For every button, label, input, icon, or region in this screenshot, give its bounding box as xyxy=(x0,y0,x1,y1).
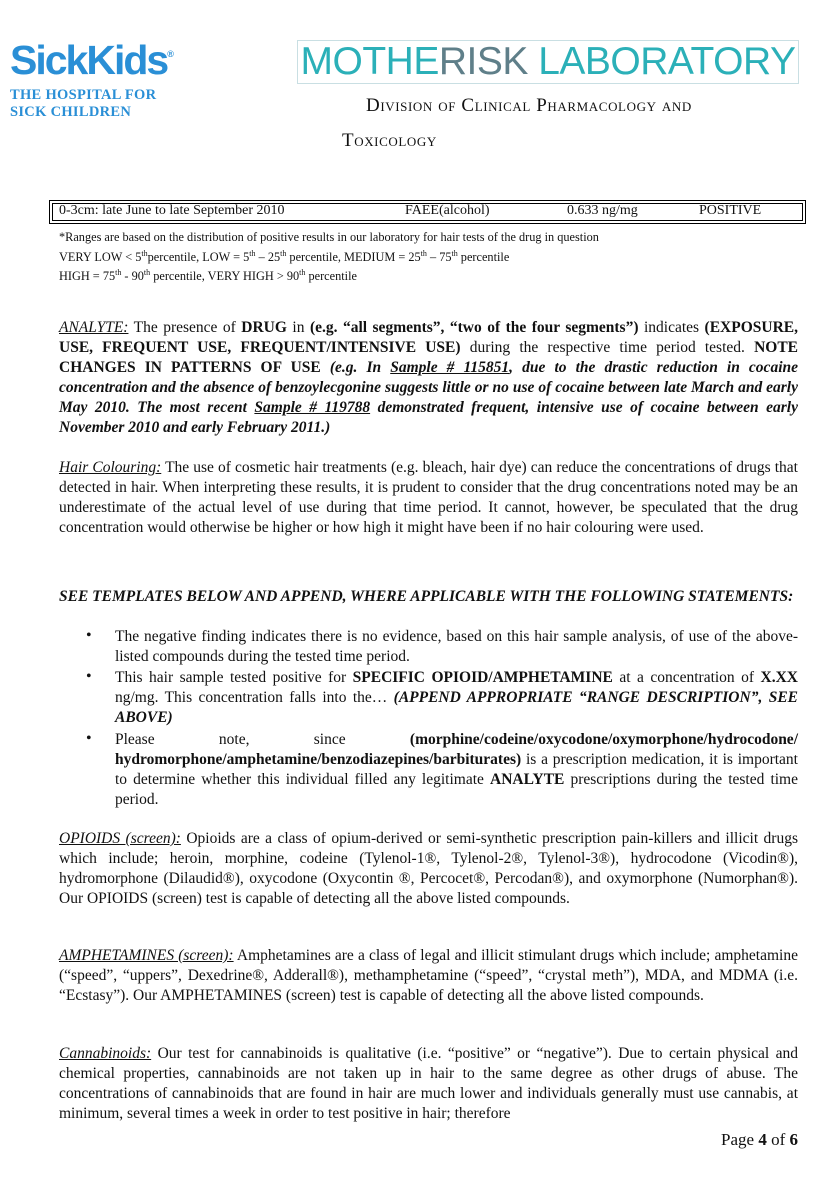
lab-title: MOTHERISK LABORATORY xyxy=(297,40,799,84)
sickkids-logo xyxy=(10,38,174,121)
templates-heading: SEE TEMPLATES BELOW AND APPEND, WHERE APPLICABLE WITH THE FOLLOWING STATEMENTS: xyxy=(59,588,794,605)
sickkids-wordmark: SickKids® xyxy=(10,37,174,83)
amphetamines-paragraph: AMPHETAMINES (screen): Amphetamines are a class of legal and illicit stimulant drugs which include; amphetamine (“speed”, “uppers”, Dexedrine®, Adderall®), methamphetamine (“speed”, “crystal meth”), MDA, and MDMA (i.e. “Ecstasy”). Our AMPHETAMINES (screen) test is capable of detecting all the above listed compounds. xyxy=(59,947,798,1004)
result-concentration: 0.633 ng/mg xyxy=(567,203,638,218)
analyte-paragraph: ANALYTE: The presence of DRUG in (e.g. “all segments”, “two of the four segments”) indicates (EXPOSURE, USE, FREQUENT USE, FREQUENT/INTENSIVE USE) during the respective time period tested. NOTE CHANGES IN PATTERNS OF USE (e.g. In Sample # 115851, due to the drastic reduction in cocaine concentration and the absence of benzoylecgonine suggests little or no use of cocaine between late March and early May 2010. The most recent Sample # 119788 demonstrated frequent, intensive use of cocaine between early November 2010 and early February 2011.) xyxy=(59,319,798,436)
division-line1: Division of Clinical Pharmacology and xyxy=(366,95,692,116)
template-bullet-prescription: Please note, since (morphine/codeine/oxycodone/oxymorphone/hydrocodone/ hydromorphone/amphetamine/benzodiazepines/barbiturates) is a prescription medication, it is important to determine whether this individual filled any legitimate ANALYTE prescriptions during the tested time period. xyxy=(115,731,798,808)
opioids-paragraph: OPIOIDS (screen): Opioids are a class of opium-derived or semi-synthetic prescription pain-killers and illicit drugs which include; heroin, morphine, codeine (Tylenol-1®, Tylenol-2®, Tylenol-3®), hydrocodone (Vicodin®), hydromorphone (Dilaudid®), oxycodone (Oxycontin ®, Percocet®, Percodan®), and oxymorphone (Numorphan®). Our OPIOIDS (screen) test is capable of detecting all the above listed compounds. xyxy=(59,830,798,907)
bullet-marker: • xyxy=(86,730,92,747)
hospital-name: THE HOSPITAL FOR SICK CHILDREN xyxy=(10,87,157,120)
result-row xyxy=(49,200,806,224)
bullet-marker: • xyxy=(86,668,92,685)
template-bullet-negative: The negative finding indicates there is no evidence, based on this hair sample analysis, of use of the above-listed compounds during the tested time period. xyxy=(115,628,798,665)
result-segment: 0-3cm: late June to late September 2010 xyxy=(59,203,285,218)
division-line2: Toxicology xyxy=(342,130,437,151)
cannabinoids-paragraph: Cannabinoids: Our test for cannabinoids is qualitative (i.e. “positive” or “negative”). Due to certain physical and chemical properties, cannabinoids are not taken up in hair to the same degree as other drugs of abuse. The concentrations of cannabinoids that are found in hair are much lower and individuals generally must use cannabis, at minimum, several times a week in order to test positive in hair; therefore xyxy=(59,1045,798,1122)
hair-colouring-paragraph: Hair Colouring: The use of cosmetic hair treatments (e.g. bleach, hair dye) can reduce the concentrations of drugs that detected in hair. When interpreting these results, it is prudent to consider that the drug concentrations noted may be an underestimate of the actual level of use during that time period. It cannot, however, be speculated that the drug concentration would otherwise be higher or how high it might have been if no hair colouring were used. xyxy=(59,459,798,536)
page-number: Page 4 of 6 xyxy=(721,1130,798,1149)
bullet-marker: • xyxy=(86,627,92,644)
template-bullet-positive: This hair sample tested positive for SPECIFIC OPIOID/AMPHETAMINE at a concentration of X.XX ng/mg. This concentration falls into the… (APPEND APPROPRIATE “RANGE DESCRIPTION”, SEE ABOVE) xyxy=(115,669,798,726)
result-status: POSITIVE xyxy=(699,203,762,218)
result-analyte: FAEE(alcohol) xyxy=(405,203,490,218)
ranges-note: *Ranges are based on the distribution of positive results in our laboratory for hair tests of the drug in question VERY LOW < 5thpercentile, LOW = 5th – 25th percentile, MEDIUM = 25th – 75th percentile HIGH = 75th - 90th percentile, VERY HIGH > 90th percentile xyxy=(59,230,599,284)
